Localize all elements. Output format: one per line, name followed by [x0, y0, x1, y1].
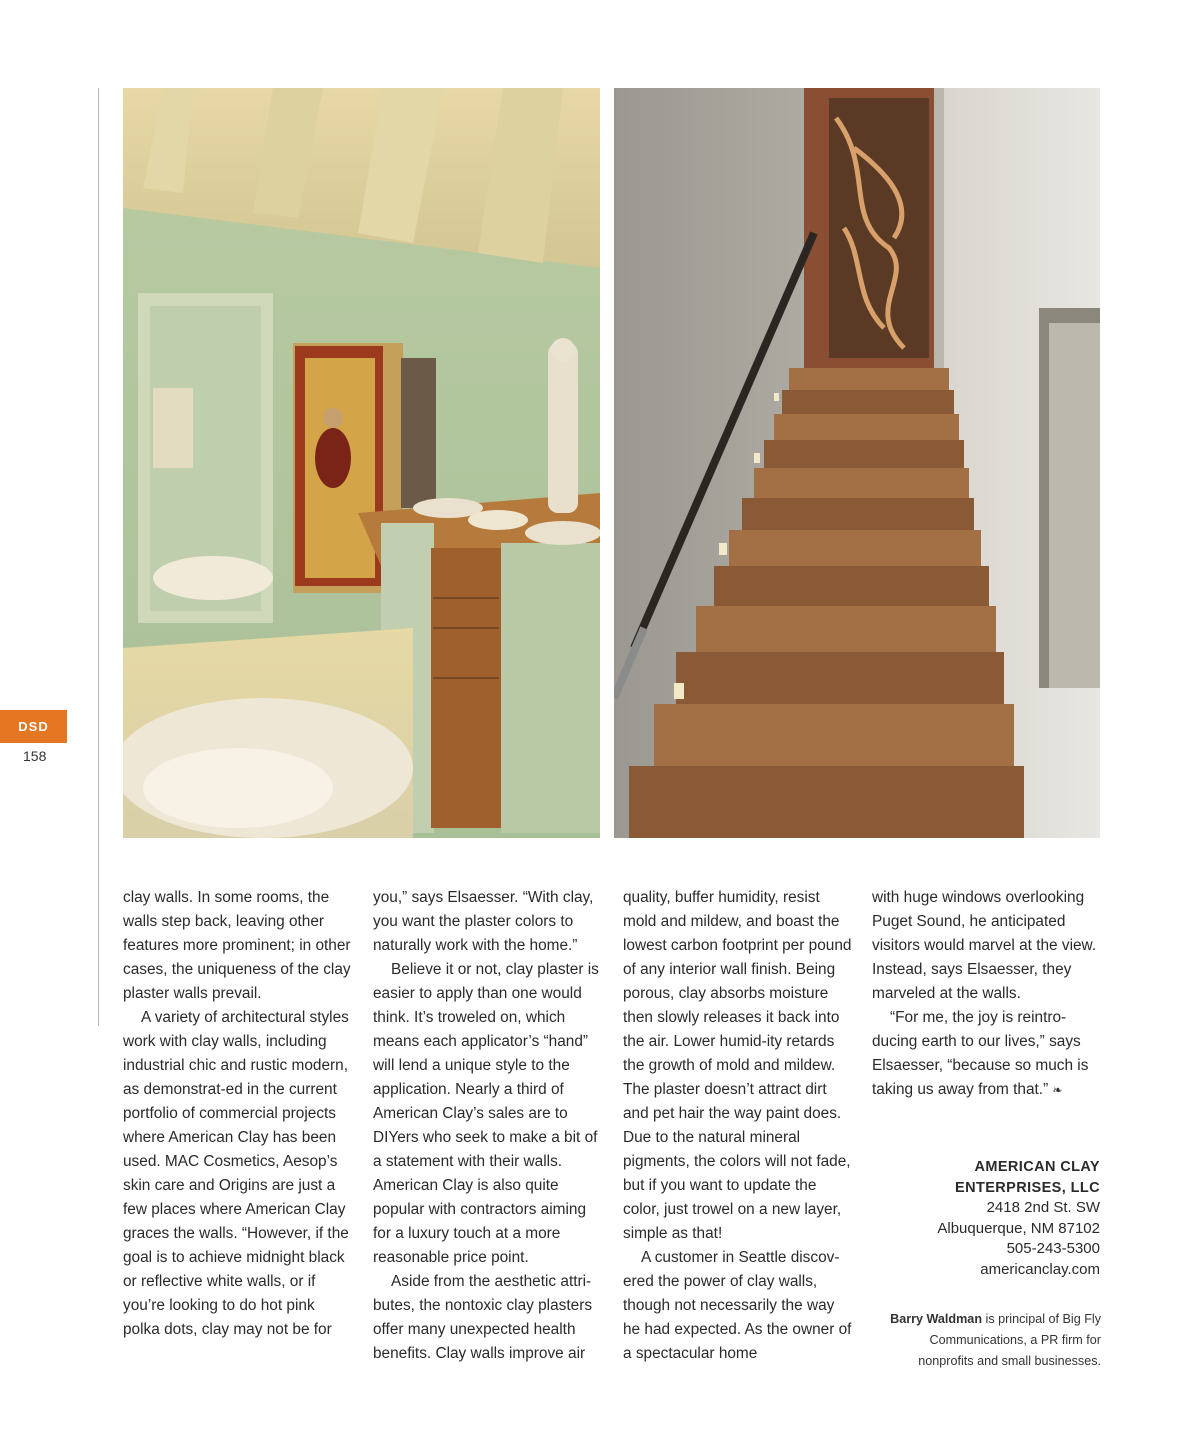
closing-quote: “For me, the joy is reintro-ducing earth to our lives,” says Elsaesser, “because so much is taking us away from that.” [872, 1009, 1089, 1098]
margin-rule [98, 88, 99, 1026]
text-column-2 [373, 886, 605, 1366]
page-number: 158 [23, 748, 47, 764]
text-column-3 [623, 886, 855, 1366]
end-mark-icon: ❧ [1052, 1083, 1063, 1097]
text-column-1 [123, 886, 355, 1342]
paragraph: quality, buffer humidity, resist mold and mildew, and boast the lowest carbon footprint per pound of any interior wall finish. Being porous, clay absorbs moisture then slowly releases it back into the air. Lower humid-ity retards the growth of mold and mildew. The plaster doesn’t attract dirt and pet hair the way paint does. Due to the natural mineral pigments, the colors will not fade, but if you want to update the color, just trowel on a new layer, simple as that! [623, 889, 852, 1242]
paragraph: clay walls. In some rooms, the walls step back, leaving other features more prominent; in other cases, the uniqueness of the clay plaster walls prevail. [123, 889, 351, 1002]
author-bio [872, 1309, 1101, 1372]
street-address: 2418 2nd St. SW [986, 1199, 1100, 1217]
paragraph: you,” says Elsaesser. “With clay, you want the plaster colors to naturally work with the home.” [373, 889, 594, 954]
paragraph: A customer in Seattle discov-ered the power of clay walls, though not necessarily the way he had expected. As the owner of a spectacular home [623, 1249, 852, 1362]
paragraph: Aside from the aesthetic attri-butes, the nontoxic clay plasters offer many unexpected health benefits. Clay walls improve air [373, 1273, 593, 1362]
bathroom-dressing-room-photo [123, 88, 600, 838]
author-name: Barry Waldman [890, 1312, 983, 1326]
paragraph: with huge windows overlooking Puget Sound, he anticipated visitors would marvel at the view. Instead, says Elsaesser, they marveled at the walls. [872, 889, 1097, 1002]
company-name-line1: AMERICAN CLAY [974, 1159, 1100, 1175]
website: americanclay.com [980, 1260, 1100, 1278]
section-tab: DSD [0, 710, 67, 743]
closing-paragraph [872, 1006, 1104, 1102]
paragraph: Believe it or not, clay plaster is easier to apply than one would think. It’s troweled on, which means each applicator’s “hand” will lend a unique style to the application. Nearly a third of American Clay’s sales are to DIYers who seek to make a bit of a statement with their walls. American Clay is also quite popular with contractors aiming for a luxury touch at a more reasonable price point. [373, 961, 599, 1266]
phone-number: 505-243-5300 [1006, 1240, 1100, 1258]
company-name-line2: ENTERPRISES, LLC [955, 1179, 1100, 1196]
wooden-staircase-photo [614, 88, 1100, 838]
bio-text: is principal of Big Fly Communications, a PR firm for nonprofits and small businesses. [918, 1312, 1101, 1368]
contact-info [872, 1157, 1100, 1281]
city-state-zip: Albuquerque, NM 87102 [937, 1219, 1100, 1237]
paragraph: A variety of architectural styles work with clay walls, including industrial chic and rustic modern, as demonstrat-ed in the current portfolio of commercial projects where American Clay has been used. MAC Cosmetics, Aesop’s skin care and Origins are just a few places where American Clay graces the walls. “However, if the goal is to achieve midnight black or reflective white walls, or if you’re looking to do hot pink polka dots, clay may not be for [123, 1009, 349, 1338]
text-column-4 [872, 886, 1104, 1102]
